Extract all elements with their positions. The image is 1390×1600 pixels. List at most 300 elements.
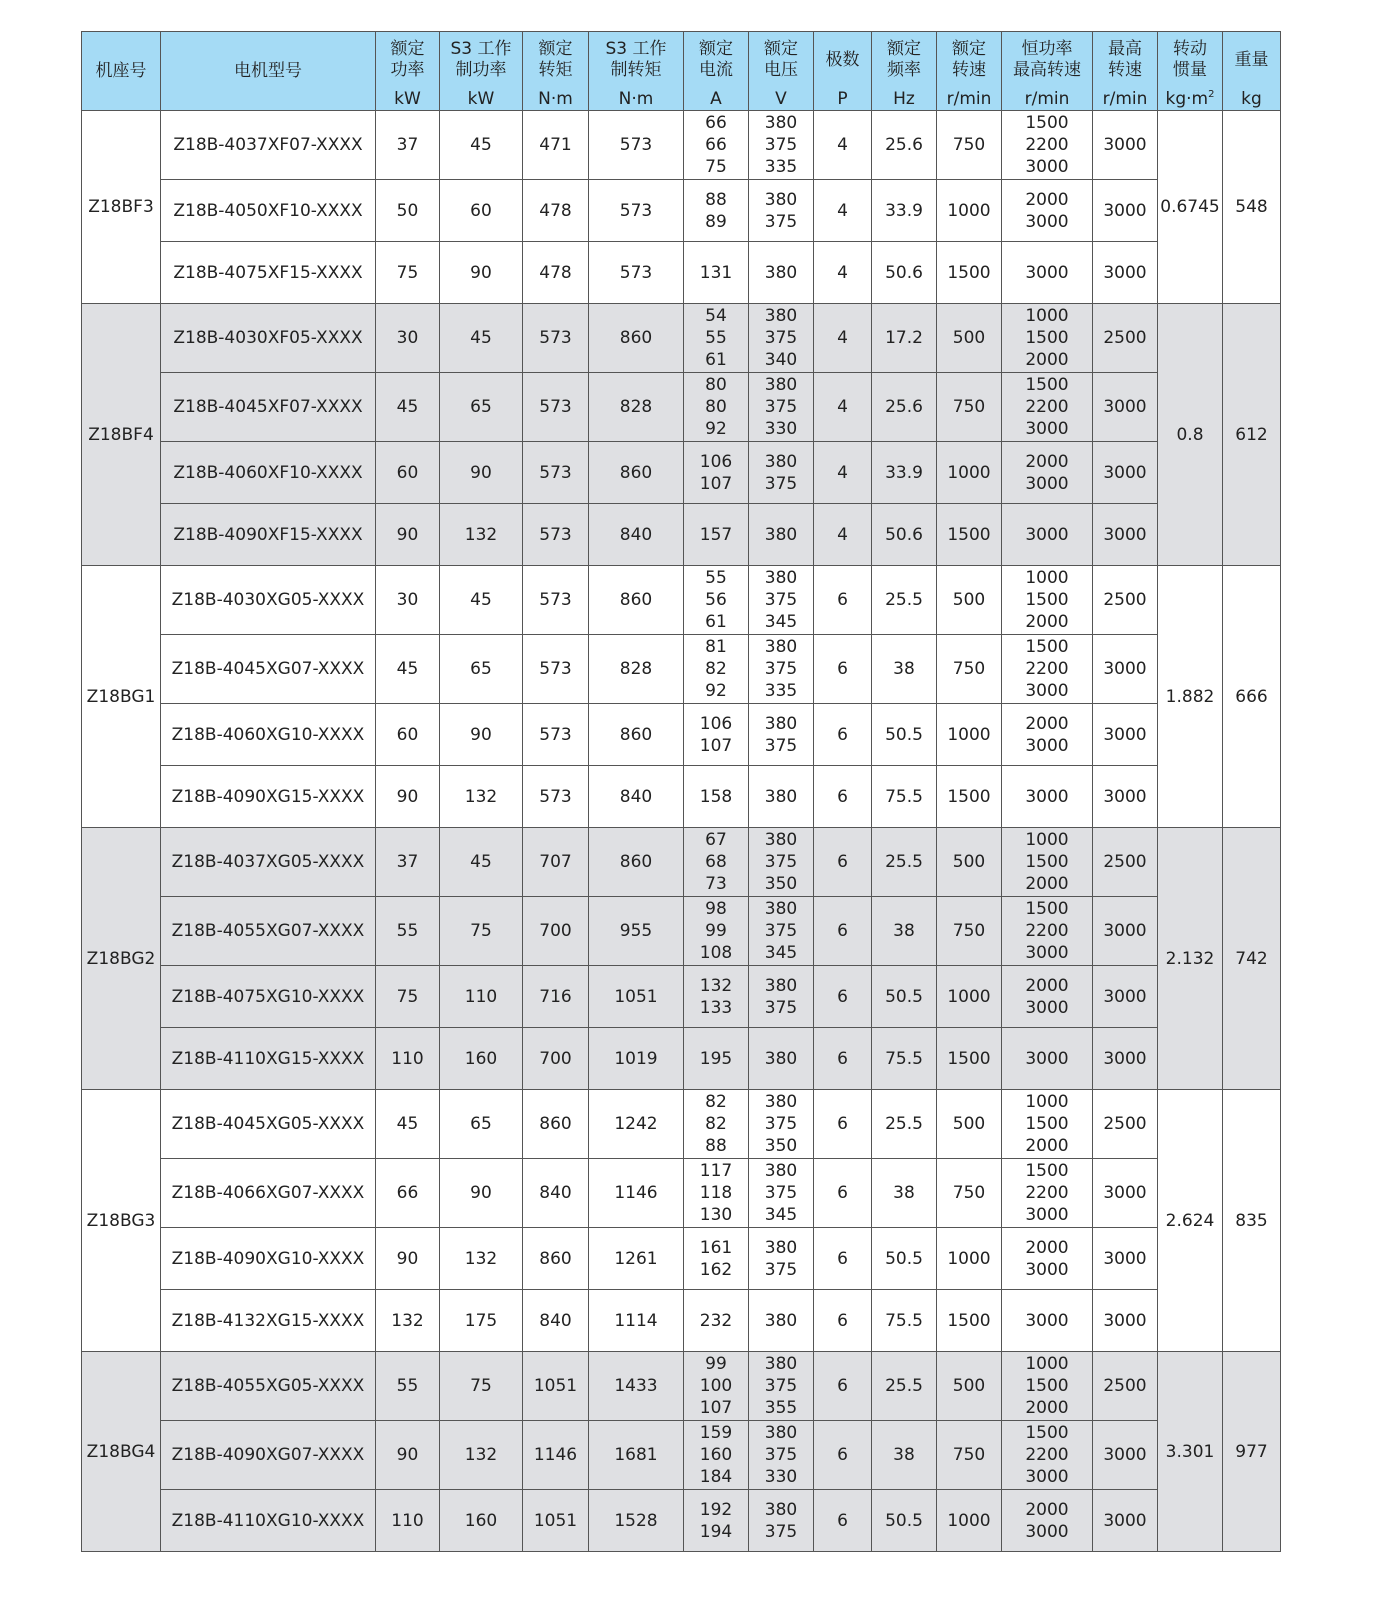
s3-torque-cell: 1261: [589, 1228, 684, 1290]
voltage-value: 375: [764, 211, 798, 232]
header-title-line: 电压: [764, 60, 798, 80]
rated-torque-cell: 700: [523, 897, 589, 966]
cp-max-speed-value: 3000: [1025, 419, 1069, 439]
cp-max-speed-value: 2000: [1025, 874, 1069, 894]
poles-cell: 4: [814, 304, 872, 373]
freq-cell: 50.5: [872, 1228, 937, 1290]
s3-power-cell: 75: [440, 1352, 523, 1421]
voltage-value: 375: [764, 735, 798, 756]
header-unit-text: Hz: [893, 89, 915, 109]
table-row: [82, 1028, 1281, 1090]
s3-torque-cell: 1019: [589, 1028, 684, 1090]
max-speed-cell: 3000: [1093, 111, 1158, 180]
current-value: 92: [705, 419, 727, 439]
voltage-value: 375: [764, 1114, 798, 1134]
voltage-value: 380: [764, 306, 798, 326]
current-value: 184: [699, 1467, 733, 1487]
current-value: 89: [705, 211, 727, 232]
voltage-value: 380: [764, 975, 798, 996]
voltage-cell: [749, 373, 814, 442]
cp-max-speed-value: 2200: [1025, 135, 1069, 155]
cp-max-speed-cell: [1002, 1159, 1093, 1228]
header-col-unit: [589, 88, 684, 111]
poles-cell: 4: [814, 442, 872, 504]
header-col-unit: [1093, 88, 1158, 111]
s3-torque-cell: 1528: [589, 1490, 684, 1552]
rated-torque-cell: 573: [523, 373, 589, 442]
table-row: [82, 1228, 1281, 1290]
header-title-line: 额定: [764, 39, 798, 59]
weight-cell: 548: [1223, 111, 1281, 304]
voltage-value: 380: [764, 830, 798, 850]
cp-max-speed-cell: [1002, 180, 1093, 242]
current-value: 98: [705, 899, 727, 919]
header-title-line: 转动: [1173, 39, 1207, 59]
rated-power-cell: 37: [376, 111, 440, 180]
freq-cell: 38: [872, 1421, 937, 1490]
table-row: [82, 373, 1281, 442]
cp-max-speed-value: 3000: [1025, 1048, 1069, 1069]
voltage-value: 345: [764, 1205, 798, 1225]
freq-cell: 75.5: [872, 766, 937, 828]
cp-max-speed-value: 1000: [1025, 1354, 1069, 1374]
current-value: 106: [699, 713, 733, 734]
cp-max-speed-value: 1500: [1025, 590, 1069, 610]
s3-torque-cell: 840: [589, 504, 684, 566]
max-speed-cell: 3000: [1093, 442, 1158, 504]
current-value: 108: [699, 943, 733, 963]
current-value: 133: [699, 997, 733, 1018]
cp-max-speed-value: 1000: [1025, 306, 1069, 326]
weight-cell: 835: [1223, 1090, 1281, 1352]
table-row: [82, 1490, 1281, 1552]
current-value: 158: [699, 786, 733, 807]
cp-max-speed-value: 1500: [1025, 113, 1069, 133]
freq-cell: 25.5: [872, 566, 937, 635]
poles-cell: 6: [814, 635, 872, 704]
voltage-value: 380: [764, 713, 798, 734]
cp-max-speed-value: 1000: [1025, 830, 1069, 850]
max-speed-cell: 3000: [1093, 242, 1158, 304]
voltage-cell: [749, 1421, 814, 1490]
rated-power-cell: 30: [376, 566, 440, 635]
model-cell: Z18B-4060XF10-XXXX: [161, 442, 376, 504]
frame-group: [82, 1090, 1281, 1352]
header-title-line: S3 工作: [605, 39, 667, 59]
header-col-title: [684, 32, 749, 89]
voltage-cell: [749, 1028, 814, 1090]
cp-max-speed-cell: [1002, 635, 1093, 704]
s3-torque-cell: 1114: [589, 1290, 684, 1352]
cp-max-speed-cell: [1002, 704, 1093, 766]
voltage-value: 380: [764, 262, 798, 283]
model-cell: Z18B-4090XF15-XXXX: [161, 504, 376, 566]
rated-speed-cell: 500: [937, 304, 1002, 373]
header-col-unit: [814, 88, 872, 111]
freq-cell: 50.5: [872, 704, 937, 766]
cp-max-speed-value: 3000: [1025, 211, 1069, 232]
poles-cell: 4: [814, 180, 872, 242]
cp-max-speed-value: 2200: [1025, 397, 1069, 417]
rated-speed-cell: 1000: [937, 966, 1002, 1028]
poles-cell: 6: [814, 828, 872, 897]
voltage-value: 330: [764, 419, 798, 439]
header-unit-text: N·m: [618, 89, 654, 109]
cp-max-speed-cell: [1002, 504, 1093, 566]
voltage-cell: [749, 1090, 814, 1159]
s3-torque-cell: 860: [589, 704, 684, 766]
s3-torque-cell: 860: [589, 442, 684, 504]
header-frame: 机座号: [82, 32, 161, 111]
table-row: [82, 704, 1281, 766]
current-value: 92: [705, 681, 727, 701]
voltage-cell: [749, 566, 814, 635]
rated-speed-cell: 1500: [937, 1028, 1002, 1090]
model-cell: Z18B-4037XG05-XXXX: [161, 828, 376, 897]
voltage-value: 375: [764, 1376, 798, 1396]
s3-torque-cell: 1146: [589, 1159, 684, 1228]
cp-max-speed-value: 3000: [1025, 262, 1069, 283]
cp-max-speed-cell: [1002, 242, 1093, 304]
s3-power-cell: 132: [440, 1421, 523, 1490]
freq-cell: 33.9: [872, 442, 937, 504]
header-col-unit: [749, 88, 814, 111]
s3-torque-cell: 573: [589, 180, 684, 242]
max-speed-cell: 3000: [1093, 635, 1158, 704]
poles-cell: 6: [814, 1421, 872, 1490]
s3-torque-cell: 1681: [589, 1421, 684, 1490]
rated-speed-cell: 1000: [937, 1490, 1002, 1552]
cp-max-speed-value: 3000: [1025, 1259, 1069, 1280]
table-row: [82, 1290, 1281, 1352]
inertia-cell: 2.132: [1158, 828, 1223, 1090]
voltage-value: 375: [764, 397, 798, 417]
header-unit-text: kW: [467, 89, 495, 109]
current-cell: [684, 766, 749, 828]
voltage-value: 375: [764, 135, 798, 155]
model-cell: Z18B-4132XG15-XXXX: [161, 1290, 376, 1352]
current-cell: [684, 1290, 749, 1352]
freq-cell: 38: [872, 1159, 937, 1228]
rated-power-cell: 45: [376, 373, 440, 442]
rated-speed-cell: 1000: [937, 180, 1002, 242]
header-col-unit: [1223, 88, 1281, 111]
poles-cell: 6: [814, 1290, 872, 1352]
weight-cell: 742: [1223, 828, 1281, 1090]
header-title-line: 额定: [390, 39, 425, 59]
header-title-line: S3 工作: [450, 39, 512, 59]
current-value: 159: [699, 1423, 733, 1443]
rated-power-cell: 110: [376, 1028, 440, 1090]
voltage-cell: [749, 242, 814, 304]
model-cell: Z18B-4090XG15-XXXX: [161, 766, 376, 828]
cp-max-speed-value: 3000: [1025, 157, 1069, 177]
frame-cell: Z18BG4: [82, 1352, 161, 1552]
max-speed-cell: 2500: [1093, 566, 1158, 635]
voltage-value: 380: [764, 524, 798, 545]
header-col-unit: [376, 88, 440, 111]
max-speed-cell: 3000: [1093, 897, 1158, 966]
current-value: 66: [705, 113, 727, 133]
cp-max-speed-value: 2000: [1025, 1237, 1069, 1258]
max-speed-cell: 3000: [1093, 373, 1158, 442]
header-title-line: 制转矩: [610, 60, 662, 80]
cp-max-speed-value: 2200: [1025, 1445, 1069, 1465]
max-speed-cell: 3000: [1093, 1490, 1158, 1552]
voltage-value: 380: [764, 1423, 798, 1443]
cp-max-speed-value: 2000: [1025, 451, 1069, 472]
cp-max-speed-value: 2000: [1025, 612, 1069, 632]
table-row: [82, 111, 1281, 180]
header-col-title: [1223, 32, 1281, 89]
cp-max-speed-cell: [1002, 1352, 1093, 1421]
voltage-cell: [749, 304, 814, 373]
rated-torque-cell: 573: [523, 635, 589, 704]
header-title-line: 惯量: [1173, 60, 1207, 80]
voltage-value: 375: [764, 852, 798, 872]
cp-max-speed-cell: [1002, 897, 1093, 966]
cp-max-speed-cell: [1002, 1028, 1093, 1090]
header-title-line: 额定: [699, 39, 733, 59]
voltage-value: 380: [764, 113, 798, 133]
header-title-line: 重量: [1234, 49, 1269, 70]
current-cell: [684, 504, 749, 566]
current-cell: [684, 180, 749, 242]
header-col-unit: [1002, 88, 1093, 111]
current-value: 75: [705, 157, 727, 177]
voltage-cell: [749, 1290, 814, 1352]
current-value: 73: [705, 874, 727, 894]
poles-cell: 4: [814, 242, 872, 304]
model-cell: Z18B-4030XF05-XXXX: [161, 304, 376, 373]
rated-power-cell: 37: [376, 828, 440, 897]
current-cell: [684, 635, 749, 704]
freq-cell: 50.5: [872, 966, 937, 1028]
header-title-line: 电流: [699, 60, 733, 80]
s3-power-cell: 90: [440, 704, 523, 766]
header-title-line: 最高: [1108, 39, 1142, 59]
current-value: 55: [705, 328, 727, 348]
voltage-value: 380: [764, 568, 798, 588]
cp-max-speed-value: 1000: [1025, 1092, 1069, 1112]
current-value: 161: [699, 1237, 733, 1258]
cp-max-speed-value: 1500: [1025, 899, 1069, 919]
header-col-title: [1158, 32, 1223, 89]
frame-group: [82, 111, 1281, 304]
cp-max-speed-cell: [1002, 1228, 1093, 1290]
max-speed-cell: 3000: [1093, 1159, 1158, 1228]
s3-power-cell: 45: [440, 566, 523, 635]
cp-max-speed-value: 1500: [1025, 1423, 1069, 1443]
model-cell: Z18B-4110XG10-XXXX: [161, 1490, 376, 1552]
voltage-cell: [749, 897, 814, 966]
current-cell: [684, 1228, 749, 1290]
cp-max-speed-cell: [1002, 442, 1093, 504]
s3-power-cell: 75: [440, 897, 523, 966]
current-cell: [684, 966, 749, 1028]
rated-speed-cell: 1500: [937, 242, 1002, 304]
header-model: 电机型号: [161, 32, 376, 111]
voltage-value: 380: [764, 899, 798, 919]
rated-power-cell: 90: [376, 766, 440, 828]
current-value: 99: [705, 1354, 727, 1374]
voltage-cell: [749, 1228, 814, 1290]
voltage-value: 335: [764, 681, 798, 701]
s3-power-cell: 160: [440, 1028, 523, 1090]
voltage-value: 350: [764, 874, 798, 894]
voltage-cell: [749, 180, 814, 242]
model-cell: Z18B-4066XG07-XXXX: [161, 1159, 376, 1228]
current-value: 82: [705, 1114, 727, 1134]
model-cell: Z18B-4045XG07-XXXX: [161, 635, 376, 704]
current-value: 107: [699, 473, 733, 494]
current-value: 195: [699, 1048, 733, 1069]
voltage-value: 345: [764, 612, 798, 632]
rated-speed-cell: 750: [937, 635, 1002, 704]
current-cell: [684, 1159, 749, 1228]
current-value: 80: [705, 375, 727, 395]
model-cell: Z18B-4075XF15-XXXX: [161, 242, 376, 304]
rated-speed-cell: 750: [937, 897, 1002, 966]
freq-cell: 25.6: [872, 373, 937, 442]
max-speed-cell: 3000: [1093, 1028, 1158, 1090]
cp-max-speed-value: 1500: [1025, 328, 1069, 348]
voltage-value: 355: [764, 1398, 798, 1418]
cp-max-speed-value: 3000: [1025, 473, 1069, 494]
current-value: 130: [699, 1205, 733, 1225]
frame-cell: Z18BG2: [82, 828, 161, 1090]
voltage-value: 375: [764, 590, 798, 610]
header-unit-text: P: [837, 89, 848, 109]
rated-speed-cell: 1500: [937, 1290, 1002, 1352]
rated-speed-cell: 500: [937, 828, 1002, 897]
cp-max-speed-value: 2000: [1025, 713, 1069, 734]
table-row: [82, 828, 1281, 897]
model-cell: Z18B-4055XG05-XXXX: [161, 1352, 376, 1421]
cp-max-speed-value: 3000: [1025, 1310, 1069, 1331]
rated-torque-cell: 840: [523, 1159, 589, 1228]
header-col-title: [523, 32, 589, 89]
header-title-line: 额定: [538, 39, 573, 59]
max-speed-cell: 3000: [1093, 1421, 1158, 1490]
header-title-line: 转矩: [538, 60, 573, 80]
s3-power-cell: 65: [440, 373, 523, 442]
rated-torque-cell: 573: [523, 566, 589, 635]
cp-max-speed-value: 1500: [1025, 637, 1069, 657]
poles-cell: 6: [814, 1352, 872, 1421]
poles-cell: 6: [814, 766, 872, 828]
current-value: 192: [699, 1499, 733, 1520]
header-col-unit: [523, 88, 589, 111]
current-value: 106: [699, 451, 733, 472]
cp-max-speed-cell: [1002, 1290, 1093, 1352]
header-unit-text: kg·m: [1165, 89, 1209, 109]
current-value: 162: [699, 1259, 733, 1280]
rated-torque-cell: 700: [523, 1028, 589, 1090]
cp-max-speed-value: 3000: [1025, 997, 1069, 1018]
max-speed-cell: 3000: [1093, 704, 1158, 766]
cp-max-speed-value: 2200: [1025, 921, 1069, 941]
cp-max-speed-value: 2000: [1025, 1398, 1069, 1418]
cp-max-speed-value: 1500: [1025, 375, 1069, 395]
s3-torque-cell: 860: [589, 566, 684, 635]
voltage-value: 380: [764, 1310, 798, 1331]
rated-power-cell: 90: [376, 1228, 440, 1290]
current-value: 160: [699, 1445, 733, 1465]
freq-cell: 50.6: [872, 242, 937, 304]
rated-speed-cell: 1000: [937, 442, 1002, 504]
freq-cell: 25.5: [872, 1090, 937, 1159]
voltage-value: 375: [764, 997, 798, 1018]
current-value: 107: [699, 735, 733, 756]
table-row: [82, 1352, 1281, 1421]
header-title-line: 最高转速: [1013, 60, 1081, 80]
model-cell: Z18B-4037XF07-XXXX: [161, 111, 376, 180]
s3-torque-cell: 1242: [589, 1090, 684, 1159]
poles-cell: 6: [814, 704, 872, 766]
header-unit-text: r/min: [1024, 89, 1070, 109]
header-col-title: [376, 32, 440, 89]
model-cell: Z18B-4090XG10-XXXX: [161, 1228, 376, 1290]
inertia-cell: 0.8: [1158, 304, 1223, 566]
header-unit-text: kg: [1241, 89, 1262, 109]
current-value: 194: [699, 1521, 733, 1542]
voltage-value: 375: [764, 921, 798, 941]
s3-torque-cell: 955: [589, 897, 684, 966]
s3-power-cell: 45: [440, 111, 523, 180]
current-cell: [684, 1352, 749, 1421]
voltage-cell: [749, 635, 814, 704]
voltage-value: 380: [764, 1354, 798, 1374]
current-value: 55: [705, 568, 727, 588]
current-cell: [684, 442, 749, 504]
rated-speed-cell: 1500: [937, 766, 1002, 828]
rated-speed-cell: 750: [937, 1159, 1002, 1228]
max-speed-cell: 3000: [1093, 766, 1158, 828]
cp-max-speed-value: 3000: [1025, 786, 1069, 807]
s3-torque-cell: 1051: [589, 966, 684, 1028]
header-title-row: [82, 32, 1281, 89]
voltage-value: 380: [764, 1499, 798, 1520]
rated-speed-cell: 500: [937, 1090, 1002, 1159]
rated-speed-cell: 750: [937, 373, 1002, 442]
rated-power-cell: 50: [376, 180, 440, 242]
rated-power-cell: 75: [376, 966, 440, 1028]
freq-cell: 25.5: [872, 828, 937, 897]
model-cell: Z18B-4055XG07-XXXX: [161, 897, 376, 966]
poles-cell: 6: [814, 1028, 872, 1090]
s3-torque-cell: 573: [589, 242, 684, 304]
freq-cell: 38: [872, 897, 937, 966]
current-value: 88: [705, 1136, 727, 1156]
max-speed-cell: 3000: [1093, 1290, 1158, 1352]
poles-cell: 6: [814, 1490, 872, 1552]
table-row: [82, 635, 1281, 704]
current-value: 100: [699, 1376, 733, 1396]
max-speed-cell: 3000: [1093, 966, 1158, 1028]
header-title-line: 制功率: [455, 60, 507, 80]
inertia-cell: 3.301: [1158, 1352, 1223, 1552]
frame-group: [82, 566, 1281, 828]
model-cell: Z18B-4030XG05-XXXX: [161, 566, 376, 635]
freq-cell: 50.6: [872, 504, 937, 566]
cp-max-speed-value: 3000: [1025, 524, 1069, 545]
header-col-title: [872, 32, 937, 89]
rated-speed-cell: 500: [937, 1352, 1002, 1421]
poles-cell: 4: [814, 111, 872, 180]
rated-torque-cell: 573: [523, 704, 589, 766]
current-value: 232: [699, 1310, 733, 1331]
